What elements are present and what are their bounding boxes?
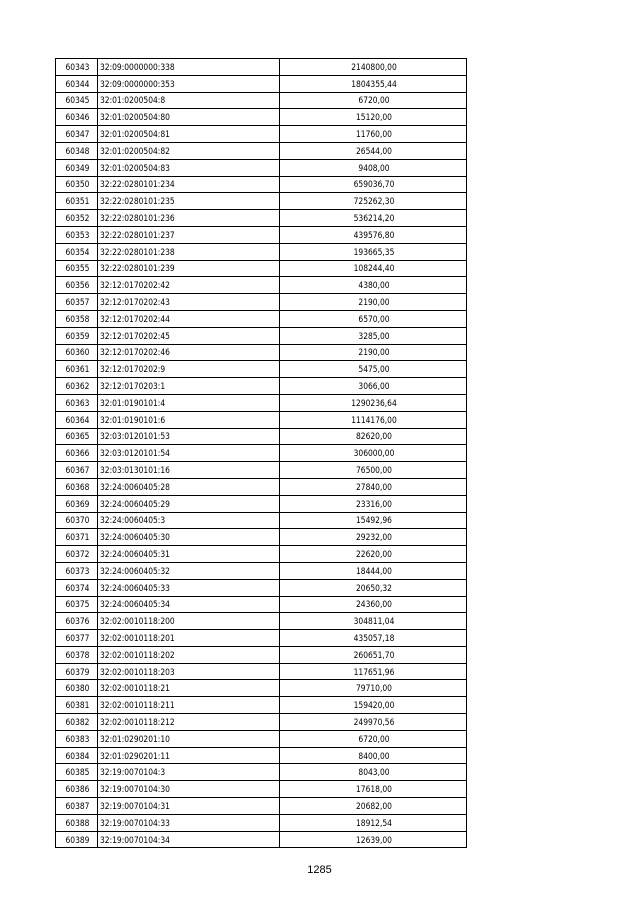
- row-number-cell: 60352: [56, 210, 98, 227]
- table-row: [56, 831, 467, 848]
- table-row: [56, 159, 467, 176]
- table-row: [56, 798, 467, 815]
- cadastral-number-cell: 32:01:0200504:80: [98, 109, 280, 126]
- table-row: [56, 613, 467, 630]
- value-cell: 304811,04: [280, 613, 467, 630]
- cadastral-number-cell: 32:01:0290201:10: [98, 730, 280, 747]
- table-row: [56, 210, 467, 227]
- cadastral-number-cell: 32:24:0060405:33: [98, 579, 280, 596]
- row-number-cell: 60368: [56, 478, 98, 495]
- row-number-cell: 60356: [56, 277, 98, 294]
- table-row: [56, 226, 467, 243]
- table-row: [56, 714, 467, 731]
- cadastral-number-cell: 32:02:0010118:21: [98, 680, 280, 697]
- cadastral-number-cell: 32:01:0200504:83: [98, 159, 280, 176]
- cadastral-number-cell: 32:01:0190101:6: [98, 411, 280, 428]
- table-row: [56, 142, 467, 159]
- value-cell: 26544,00: [280, 142, 467, 159]
- row-number-cell: 60362: [56, 378, 98, 395]
- row-number-cell: 60343: [56, 59, 98, 76]
- cadastral-number-cell: 32:19:0070104:3: [98, 764, 280, 781]
- value-cell: 1804355,44: [280, 75, 467, 92]
- value-cell: 24360,00: [280, 596, 467, 613]
- value-cell: 725262,30: [280, 193, 467, 210]
- value-cell: 9408,00: [280, 159, 467, 176]
- row-number-cell: 60353: [56, 226, 98, 243]
- cadastral-number-cell: 32:01:0200504:81: [98, 126, 280, 143]
- table-row: [56, 814, 467, 831]
- cadastral-number-cell: 32:03:0120101:53: [98, 428, 280, 445]
- cadastral-number-cell: 32:01:0190101:4: [98, 394, 280, 411]
- table-row: [56, 411, 467, 428]
- cadastral-number-cell: 32:02:0010118:200: [98, 613, 280, 630]
- table-row: [56, 243, 467, 260]
- row-number-cell: 60345: [56, 92, 98, 109]
- row-number-cell: 60386: [56, 781, 98, 798]
- table-row: [56, 478, 467, 495]
- value-cell: 4380,00: [280, 277, 467, 294]
- cadastral-number-cell: 32:02:0010118:202: [98, 646, 280, 663]
- row-number-cell: 60364: [56, 411, 98, 428]
- cadastral-number-cell: 32:22:0280101:236: [98, 210, 280, 227]
- cadastral-number-cell: 32:12:0170202:44: [98, 310, 280, 327]
- cadastral-number-cell: 32:24:0060405:3: [98, 512, 280, 529]
- row-number-cell: 60372: [56, 546, 98, 563]
- value-cell: 3285,00: [280, 327, 467, 344]
- table-row: [56, 596, 467, 613]
- row-number-cell: 60363: [56, 394, 98, 411]
- table-row: [56, 781, 467, 798]
- table-row: [56, 378, 467, 395]
- table-row: [56, 764, 467, 781]
- row-number-cell: 60383: [56, 730, 98, 747]
- cadastral-number-cell: 32:19:0070104:34: [98, 831, 280, 848]
- row-number-cell: 60349: [56, 159, 98, 176]
- row-number-cell: 60387: [56, 798, 98, 815]
- value-cell: 11760,00: [280, 126, 467, 143]
- cadastral-number-cell: 32:22:0280101:237: [98, 226, 280, 243]
- cadastral-number-cell: 32:22:0280101:239: [98, 260, 280, 277]
- row-number-cell: 60374: [56, 579, 98, 596]
- row-number-cell: 60369: [56, 495, 98, 512]
- row-number-cell: 60377: [56, 630, 98, 647]
- row-number-cell: 60389: [56, 831, 98, 848]
- table-row: [56, 294, 467, 311]
- row-number-cell: 60359: [56, 327, 98, 344]
- table-row: [56, 747, 467, 764]
- row-number-cell: 60358: [56, 310, 98, 327]
- cadastral-number-cell: 32:12:0170202:45: [98, 327, 280, 344]
- value-cell: 27840,00: [280, 478, 467, 495]
- cadastral-number-cell: 32:19:0070104:31: [98, 798, 280, 815]
- cadastral-number-cell: 32:12:0170202:43: [98, 294, 280, 311]
- row-number-cell: 60388: [56, 814, 98, 831]
- row-number-cell: 60385: [56, 764, 98, 781]
- cadastral-number-cell: 32:12:0170202:9: [98, 361, 280, 378]
- value-cell: 306000,00: [280, 445, 467, 462]
- value-cell: 12639,00: [280, 831, 467, 848]
- table-body: [56, 59, 467, 848]
- cadastral-number-cell: 32:22:0280101:235: [98, 193, 280, 210]
- table-row: [56, 277, 467, 294]
- cadastral-number-cell: 32:12:0170203:1: [98, 378, 280, 395]
- cadastral-number-cell: 32:19:0070104:30: [98, 781, 280, 798]
- row-number-cell: 60366: [56, 445, 98, 462]
- table-row: [56, 630, 467, 647]
- cadastral-number-cell: 32:01:0200504:8: [98, 92, 280, 109]
- row-number-cell: 60355: [56, 260, 98, 277]
- value-cell: 108244,40: [280, 260, 467, 277]
- table-row: [56, 176, 467, 193]
- value-cell: 18444,00: [280, 562, 467, 579]
- cadastral-number-cell: 32:12:0170202:42: [98, 277, 280, 294]
- cadastral-number-cell: 32:22:0280101:234: [98, 176, 280, 193]
- value-cell: 6720,00: [280, 730, 467, 747]
- row-number-cell: 60365: [56, 428, 98, 445]
- row-number-cell: 60348: [56, 142, 98, 159]
- value-cell: 6570,00: [280, 310, 467, 327]
- value-cell: 8043,00: [280, 764, 467, 781]
- value-cell: 17618,00: [280, 781, 467, 798]
- value-cell: 23316,00: [280, 495, 467, 512]
- table-row: [56, 109, 467, 126]
- value-cell: 1114176,00: [280, 411, 467, 428]
- value-cell: 2190,00: [280, 344, 467, 361]
- cadastral-number-cell: 32:24:0060405:31: [98, 546, 280, 563]
- table-row: [56, 260, 467, 277]
- value-cell: 22620,00: [280, 546, 467, 563]
- table-row: [56, 512, 467, 529]
- cadastral-number-cell: 32:12:0170202:46: [98, 344, 280, 361]
- table-row: [56, 394, 467, 411]
- table-row: [56, 579, 467, 596]
- table-row: [56, 75, 467, 92]
- value-cell: 2140800,00: [280, 59, 467, 76]
- table-row: [56, 546, 467, 563]
- value-cell: 3066,00: [280, 378, 467, 395]
- value-cell: 439576,80: [280, 226, 467, 243]
- cadastral-number-cell: 32:24:0060405:32: [98, 562, 280, 579]
- cadastral-number-cell: 32:24:0060405:28: [98, 478, 280, 495]
- row-number-cell: 60360: [56, 344, 98, 361]
- table-row: [56, 327, 467, 344]
- value-cell: 76500,00: [280, 462, 467, 479]
- value-cell: 6720,00: [280, 92, 467, 109]
- row-number-cell: 60357: [56, 294, 98, 311]
- value-cell: 435057,18: [280, 630, 467, 647]
- value-cell: 29232,00: [280, 529, 467, 546]
- table-row: [56, 529, 467, 546]
- row-number-cell: 60347: [56, 126, 98, 143]
- table-row: [56, 562, 467, 579]
- table-row: [56, 361, 467, 378]
- value-cell: 20650,32: [280, 579, 467, 596]
- table-row: [56, 428, 467, 445]
- row-number-cell: 60376: [56, 613, 98, 630]
- cadastral-number-cell: 32:03:0120101:54: [98, 445, 280, 462]
- cadastral-number-cell: 32:22:0280101:238: [98, 243, 280, 260]
- value-cell: 2190,00: [280, 294, 467, 311]
- page-number: 1285: [307, 864, 332, 876]
- table-row: [56, 495, 467, 512]
- table-row: [56, 92, 467, 109]
- row-number-cell: 60346: [56, 109, 98, 126]
- row-number-cell: 60378: [56, 646, 98, 663]
- cadastral-number-cell: 32:01:0200504:82: [98, 142, 280, 159]
- cadastral-number-cell: 32:09:0000000:353: [98, 75, 280, 92]
- value-cell: 249970,56: [280, 714, 467, 731]
- row-number-cell: 60367: [56, 462, 98, 479]
- value-cell: 20682,00: [280, 798, 467, 815]
- value-cell: 18912,54: [280, 814, 467, 831]
- table-row: [56, 445, 467, 462]
- cadastral-value-table: [55, 58, 467, 848]
- cadastral-number-cell: 32:02:0010118:201: [98, 630, 280, 647]
- value-cell: 536214,20: [280, 210, 467, 227]
- value-cell: 79710,00: [280, 680, 467, 697]
- row-number-cell: 60350: [56, 176, 98, 193]
- value-cell: 659036,70: [280, 176, 467, 193]
- table-row: [56, 663, 467, 680]
- cadastral-number-cell: 32:02:0010118:212: [98, 714, 280, 731]
- row-number-cell: 60371: [56, 529, 98, 546]
- table-row: [56, 59, 467, 76]
- cadastral-number-cell: 32:09:0000000:338: [98, 59, 280, 76]
- row-number-cell: 60373: [56, 562, 98, 579]
- cadastral-number-cell: 32:24:0060405:29: [98, 495, 280, 512]
- value-cell: 193665,35: [280, 243, 467, 260]
- table-row: [56, 126, 467, 143]
- table-row: [56, 730, 467, 747]
- value-cell: 82620,00: [280, 428, 467, 445]
- table-row: [56, 344, 467, 361]
- row-number-cell: 60379: [56, 663, 98, 680]
- row-number-cell: 60382: [56, 714, 98, 731]
- table-row: [56, 680, 467, 697]
- cadastral-number-cell: 32:02:0010118:203: [98, 663, 280, 680]
- cadastral-number-cell: 32:03:0130101:16: [98, 462, 280, 479]
- row-number-cell: 60354: [56, 243, 98, 260]
- value-cell: 8400,00: [280, 747, 467, 764]
- row-number-cell: 60381: [56, 697, 98, 714]
- cadastral-number-cell: 32:01:0290201:11: [98, 747, 280, 764]
- row-number-cell: 60375: [56, 596, 98, 613]
- row-number-cell: 60370: [56, 512, 98, 529]
- table-row: [56, 646, 467, 663]
- cadastral-number-cell: 32:24:0060405:34: [98, 596, 280, 613]
- value-cell: 15120,00: [280, 109, 467, 126]
- row-number-cell: 60361: [56, 361, 98, 378]
- row-number-cell: 60380: [56, 680, 98, 697]
- value-cell: 117651,96: [280, 663, 467, 680]
- row-number-cell: 60351: [56, 193, 98, 210]
- value-cell: 15492,96: [280, 512, 467, 529]
- table-row: [56, 462, 467, 479]
- cadastral-number-cell: 32:02:0010118:211: [98, 697, 280, 714]
- table-row: [56, 193, 467, 210]
- cadastral-number-cell: 32:24:0060405:30: [98, 529, 280, 546]
- row-number-cell: 60384: [56, 747, 98, 764]
- value-cell: 1290236,64: [280, 394, 467, 411]
- value-cell: 260651,70: [280, 646, 467, 663]
- table-row: [56, 310, 467, 327]
- table-row: [56, 697, 467, 714]
- cadastral-number-cell: 32:19:0070104:33: [98, 814, 280, 831]
- value-cell: 159420,00: [280, 697, 467, 714]
- row-number-cell: 60344: [56, 75, 98, 92]
- value-cell: 5475,00: [280, 361, 467, 378]
